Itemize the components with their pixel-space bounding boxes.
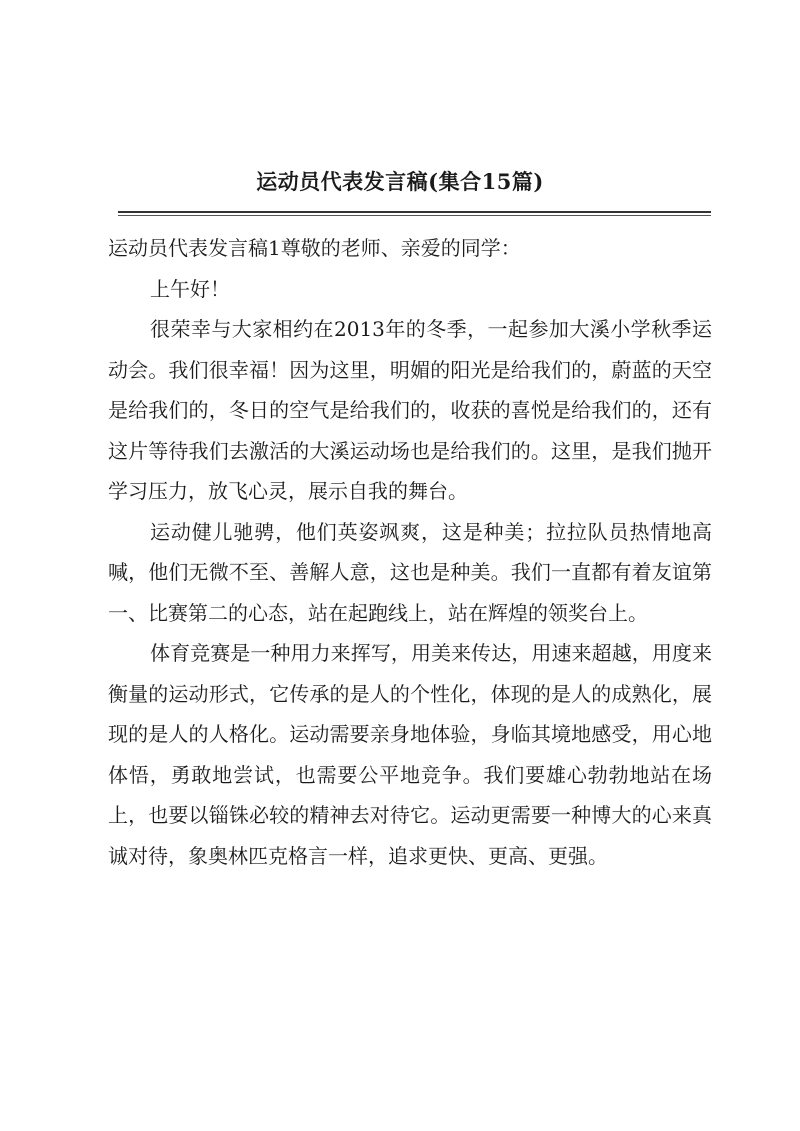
document-body [108,228,712,876]
paragraph-welcome: 很荣幸与大家相约在2013年的冬季，一起参加大溪小学秋季运动会。我们很幸福！因为这里，明媚的阳光是给我们的，蔚蓝的天空是给我们的，冬日的空气是给我们的，收获的喜悦是给我们的，还有这片等待我们去激活的大溪运动场也是给我们的。这里，是我们抛开学习压力，放飞心灵，展示自我的舞台。 [108,317,712,503]
paragraph-sports: 体育竞赛是一种用力来挥写，用美来传达，用速来超越，用度来衡量的运动形式，它传承的是人的个性化，体现的是人的成熟化，展现的是人的人格化。运动需要亲身地体验，身临其境地感受，用心地体悟，勇敢地尝试，也需要公平地竞争。我们要雄心勃勃地站在场上，也要以锱铢必较的精神去对待它。运动更需要一种博大的心来真诚对待，象奥林匹克格言一样，追求更快、更高、更强。 [108,641,712,868]
paragraph-opening: 运动员代表发言稿1尊敬的老师、亲爱的同学： [108,236,521,260]
title-divider-thick [118,211,711,213]
title-divider-thin [118,215,711,216]
paragraph-athletes: 运动健儿驰骋，他们英姿飒爽，这是种美；拉拉队员热情地高喊，他们无微不至、善解人意，这也是种美。我们一直都有着友谊第一、比赛第二的心态，站在起跑线上，站在辉煌的领奖台上。 [108,519,712,625]
paragraph-greeting: 上午好！ [150,276,230,301]
document-title: 运动员代表发言稿(集合15篇) [256,169,544,194]
